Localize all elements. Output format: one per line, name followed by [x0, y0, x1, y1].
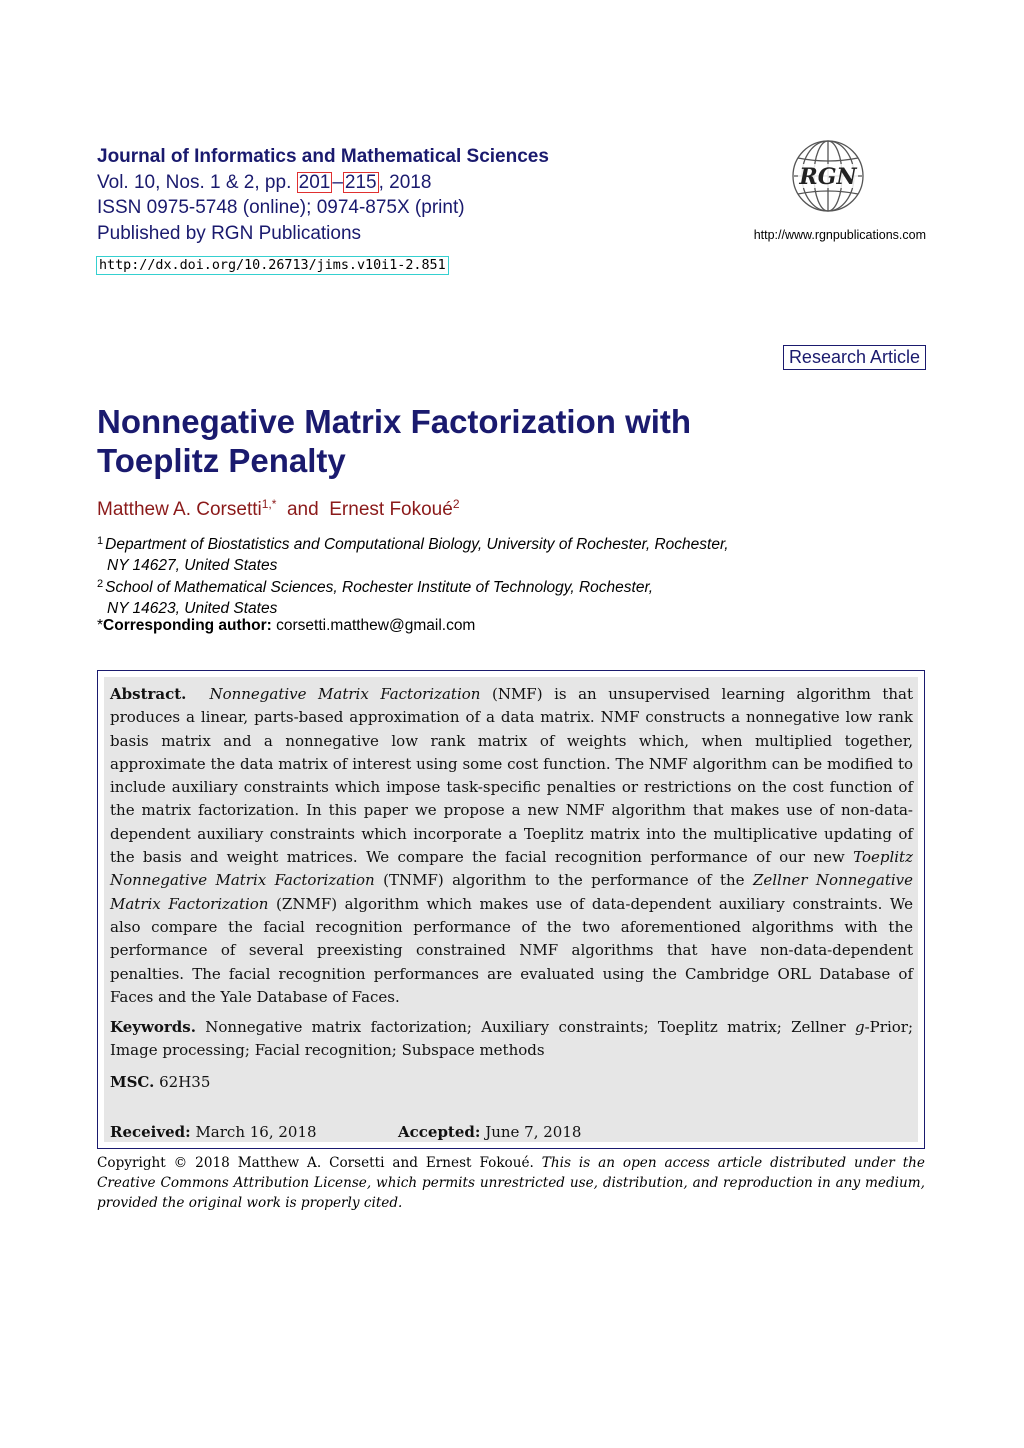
received-label: Received: — [110, 1123, 191, 1142]
author-2[interactable]: Ernest Fokoué — [329, 499, 453, 520]
abstract-part-3: Toeplitz Nonnegative Matrix Factorization — [110, 848, 913, 890]
journal-issn: ISSN 0975-5748 (online); 0974-875X (print) — [97, 197, 465, 218]
received-date — [110, 1121, 398, 1144]
affiliation-2 — [97, 574, 653, 619]
rgn-globe-logo — [790, 138, 866, 214]
article-type-badge: Research Article — [783, 345, 926, 370]
rgn-logo-text: RGN — [799, 164, 857, 190]
authors-and: and — [286, 499, 319, 520]
abstract-label: Abstract. — [110, 685, 187, 703]
keywords-label: Keywords. — [110, 1018, 196, 1037]
affiliation-2-line1: School of Mathematical Sciences, Rochester Institute of Technology, Rochester, — [105, 579, 654, 596]
msc — [110, 1071, 913, 1094]
affiliation-2-line2: NY 14623, United States — [107, 600, 278, 617]
copyright-notice — [97, 1153, 925, 1213]
msc-label: MSC. — [110, 1072, 155, 1091]
author-2-sup: 2 — [452, 497, 460, 511]
abstract-part-2: (NMF) is an unsupervised learning algorithm that produces a linear, parts-based approximation of a data matrix. NMF constructs a nonnegative low rank basis matrix and a nonnegative low rank matrix of weights which, when multiplied together, approximate the data matrix of interest using some cost function. The NMF algorithm can be modified to include auxiliary constraints which impose task-specific penalties or restrictions on the cost function of the matrix factorization. In this paper we propose a new NMF algorithm that makes use of non-data-dependent auxiliary constraints which incorporate a Toeplitz matrix into the multiplicative updating of the basis and weight matrices. We compare the facial recognition performance of our new — [110, 685, 913, 867]
abstract-part-6: (ZNMF) algorithm which makes use of data-dependent auxiliary constraints. We also compare the facial recognition performance of the two aforementioned algorithms with the performance of several preexisting constrained NMF algorithms that have non-data-dependent penalties. The facial recognition performances are evaluated using the Cambridge ORL Database of Faces and the Yale Database of Faces. — [110, 894, 913, 1006]
corresponding-email[interactable]: corsetti.matthew@gmail.com — [276, 617, 476, 634]
accepted-date — [398, 1123, 581, 1141]
corresponding-author: *Corresponding author: corsetti.matthew@gmail.com — [97, 617, 476, 634]
page-start-link[interactable]: 201 — [298, 171, 331, 193]
author-1[interactable]: Matthew A. Corsetti — [97, 499, 262, 520]
volume-suffix: , 2018 — [378, 171, 432, 193]
corresponding-label: Corresponding author: — [103, 617, 272, 634]
copyright-text: Copyright © 2018 Matthew A. Corsetti and Ernest Fokoué. — [97, 1155, 542, 1171]
abstract-box — [97, 670, 925, 1149]
journal-info — [97, 144, 617, 246]
dates — [110, 1121, 913, 1144]
page-end-link[interactable]: 215 — [344, 171, 377, 193]
keywords-part-3: -Prior; Image processing; Facial recognition; Subspace methods — [110, 1018, 913, 1060]
abstract-part-5: Zellner Nonnegative Matrix Factorization — [110, 871, 913, 913]
abstract-text — [110, 683, 913, 1009]
publisher-url[interactable]: http://www.rgnpublications.com — [753, 228, 926, 242]
abstract-panel — [104, 677, 918, 1142]
paper-title: Nonnegative Matrix Factorization with Toeplitz Penalty — [97, 403, 692, 479]
keywords — [110, 1016, 913, 1063]
abstract-part-1: Nonnegative Matrix Factorization — [209, 685, 481, 703]
accepted-value: June 7, 2018 — [480, 1123, 582, 1142]
page-dash: – — [332, 171, 343, 193]
journal-volume — [97, 170, 617, 196]
journal-publisher: Published by RGN Publications — [97, 222, 362, 244]
keywords-part-1: Nonnegative matrix factorization; Auxiliary constraints; Toeplitz matrix; Zellner — [195, 1018, 855, 1037]
accepted-label: Accepted: — [398, 1123, 481, 1142]
affiliation-1-num: 1 — [97, 535, 104, 547]
doi-link[interactable]: http://dx.doi.org/10.26713/jims.v10i1-2.851 — [96, 256, 449, 275]
keywords-part-2: g — [855, 1018, 865, 1037]
affiliation-2-num: 2 — [97, 578, 104, 590]
volume-prefix: Vol. 10, Nos. 1 & 2, pp. — [97, 171, 297, 193]
authors — [97, 497, 460, 521]
abstract-part-4: (TNMF) algorithm to the performance of the — [374, 871, 753, 890]
license-text: This is an open access article distributed under the Creative Commons Attribution License, which permits unrestricted use, distribution, and reproduction in any medium, provided the original work is properly cited. — [97, 1155, 925, 1211]
affiliation-1-line1: Department of Biostatistics and Computational Biology, University of Rochester, Rochester, — [105, 536, 729, 553]
affiliation-1 — [97, 531, 729, 576]
author-1-sup: 1,* — [261, 497, 277, 511]
received-value: March 16, 2018 — [190, 1123, 317, 1142]
journal-name: Journal of Informatics and Mathematical Sciences — [97, 146, 549, 167]
msc-value: 62H35 — [154, 1072, 211, 1091]
affiliation-1-line2: NY 14627, United States — [107, 557, 278, 574]
